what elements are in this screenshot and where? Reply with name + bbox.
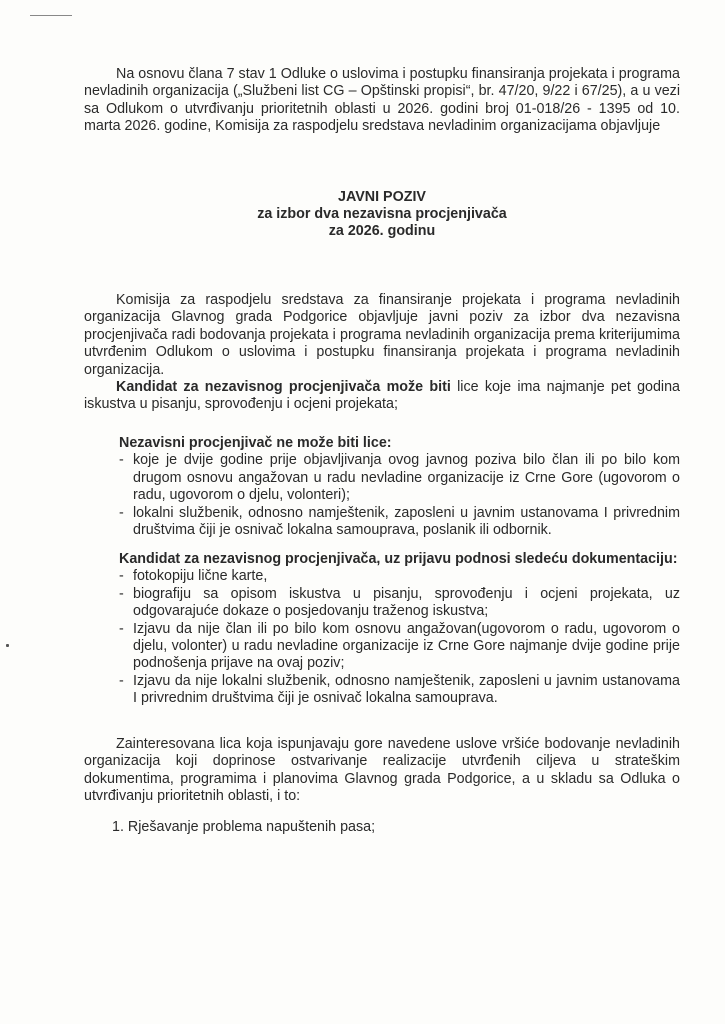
list-item: - Izjavu da nije član ili po bilo kom osnovu angažovan(ugovorom o radu, ugovorom o djelu, volonter) u radu nevladine organizacije iz Crne Gore najmanje dvije godine prije podnošenja prijave na ovaj poziv;: [119, 620, 680, 672]
zainteresovana-paragraph: Zainteresovana lica koja ispunjavaju gore navedene uslove vršiće bodovanje nevladinih organizacija koji doprinose ostvarivanje realizacije utvrđenih ciljeva u strateškim dokumentima, programima i planovima Glavnog grada Podgorice, a u skladu sa Odluka o utvrđivanju prioritetnih oblasti, i to:: [84, 736, 680, 805]
kandidat-bold: Kandidat za nezavisnog procjenjivača može biti: [116, 379, 451, 395]
dokumentacija-section: [84, 551, 680, 708]
ne-moze-heading: Nezavisni procjenjivač ne može biti lice:: [119, 435, 392, 451]
intro-paragraph: Na osnovu člana 7 stav 1 Odluke o uslovima i postupku finansiranja projekata i programa nevladinih organizacija („Službeni list CG – Opštinski propisi“, br. 47/20, 9/22 i 67/25), a u vezi sa Odlukom o utvrđivanju prioritetnih oblasti u 2026. godini broj 01-018/26 - 1395 od 10. marta 2026. godine, Komisija za raspodjelu sredstava nevladinim organizacijama objavljuje: [84, 66, 680, 135]
title-line-1: JAVNI POZIV: [338, 189, 426, 205]
list-item: 1. Rješavanje problema napuštenih pasa;: [112, 819, 376, 835]
list-item: - lokalni službenik, odnosno namještenik, zaposleni u javnim ustanovama I privrednim društvima čiji je osnivač lokalna samouprava, poslanik ili odbornik.: [119, 504, 680, 539]
komisija-paragraph: Komisija za raspodjelu sredstava za finansiranje projekata i programa nevladinih organizacija Glavnog grada Podgorice objavljuje javni poziv za izbor dva nezavisna procjenjivača radi bodovanja projekata i programa nevladinih organizacija prema kriterijumima utvrđenim Odlukom o uslovima i postupku finansiranja projekata i programa nevladinih organizacija.: [84, 292, 680, 378]
oblasti-list: [84, 819, 680, 836]
dokumentacija-heading: Kandidat za nezavisnog procjenjivača, uz prijavu podnosi sledeću dokumentaciju:: [119, 551, 678, 567]
title-line-3: za 2026. godinu: [328, 223, 436, 239]
kandidat-paragraph: [84, 379, 680, 414]
document-title: [180, 189, 584, 240]
scan-mark: [6, 644, 9, 647]
scan-edge-line: [30, 15, 72, 16]
kandidat-rest: lice koje ima najmanje pet godina iskustva u pisanju, sprovođenju i ocjeni projekata;: [84, 379, 680, 413]
ne-moze-section: [84, 435, 680, 539]
list-item: - fotokopiju lične karte,: [119, 568, 268, 585]
list-item: - koje je dvije godine prije objavljivanja ovog javnog poziva bilo član ili po bilo kom drugom osnovu angažovan u radu nevladine organizacije iz Crne Gore (ugovorom o radu, ugovorom o djelu, volonteri);: [119, 452, 680, 504]
list-item: - biografiju sa opisom iskustva u pisanju, sprovođenju i ocjeni projekata, uz odgovarajuće dokaze o posjedovanju traženog iskustva;: [119, 585, 680, 620]
dokumentacija-list: [84, 568, 680, 707]
list-item: - Izjavu da nije lokalni službenik, odnosno namještenik, zaposleni u javnim ustanovama I privrednim društvima čiji je osnivač lokalna samouprava.: [119, 672, 680, 707]
title-line-2: za izbor dva nezavisna procjenjivača: [257, 206, 507, 222]
ne-moze-list: [84, 452, 680, 539]
